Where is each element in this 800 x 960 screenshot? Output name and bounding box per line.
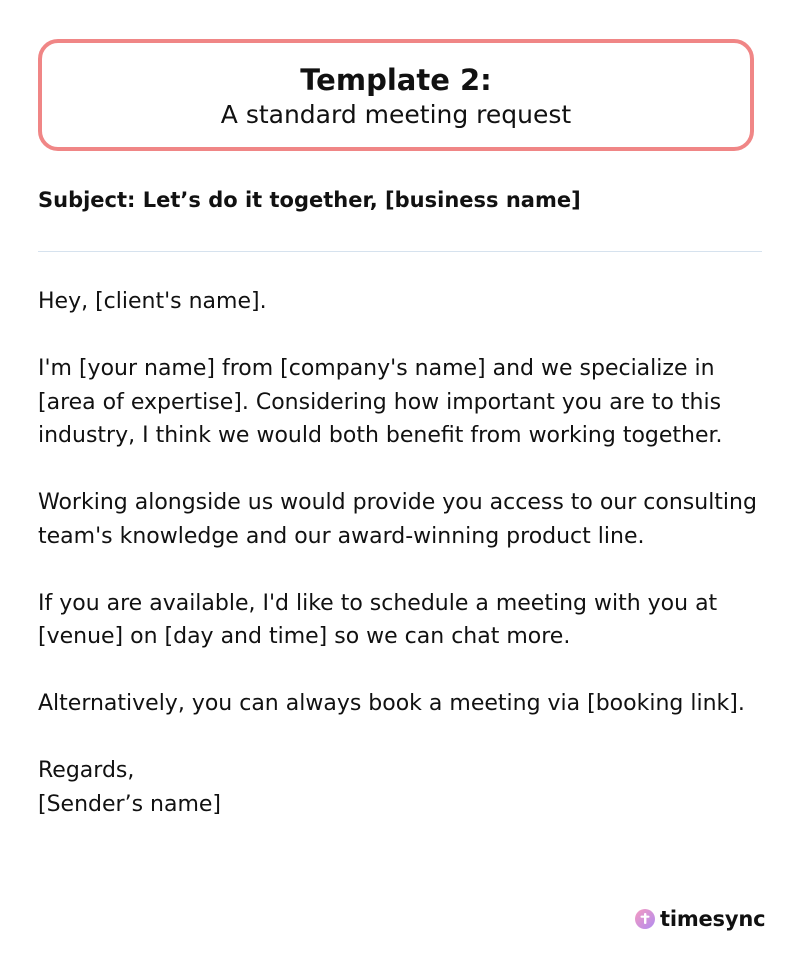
template-subtitle: A standard meeting request — [220, 100, 572, 129]
email-greeting: Hey, [client's name]. — [38, 289, 267, 314]
template-header-box — [38, 39, 754, 151]
email-paragraph: Working alongside us would provide you access to our consulting team's knowledge and our award-winning product line. — [38, 490, 757, 549]
email-paragraph: Alternatively, you can always book a meeting via [booking link]. — [38, 691, 745, 716]
divider — [38, 251, 762, 252]
email-closing: Regards, — [38, 758, 135, 783]
brand-name: timesync — [660, 907, 766, 931]
email-paragraph: I'm [your name] from [company's name] and we specialize in [area of expertise]. Considering how important you are to this industry, I think we would both benefit from working together. — [38, 356, 723, 448]
email-signoff — [38, 754, 778, 821]
timesync-logo-icon — [634, 908, 656, 930]
email-body — [38, 285, 778, 821]
template-title: Template 2: — [300, 63, 492, 97]
email-subject: Subject: Let’s do it together, [business name] — [38, 188, 581, 212]
email-signature: [Sender’s name] — [38, 791, 221, 817]
timesync-brand — [634, 905, 765, 933]
email-paragraph: If you are available, I'd like to schedule a meeting with you at [venue] on [day and time] so we can chat more. — [38, 590, 718, 649]
